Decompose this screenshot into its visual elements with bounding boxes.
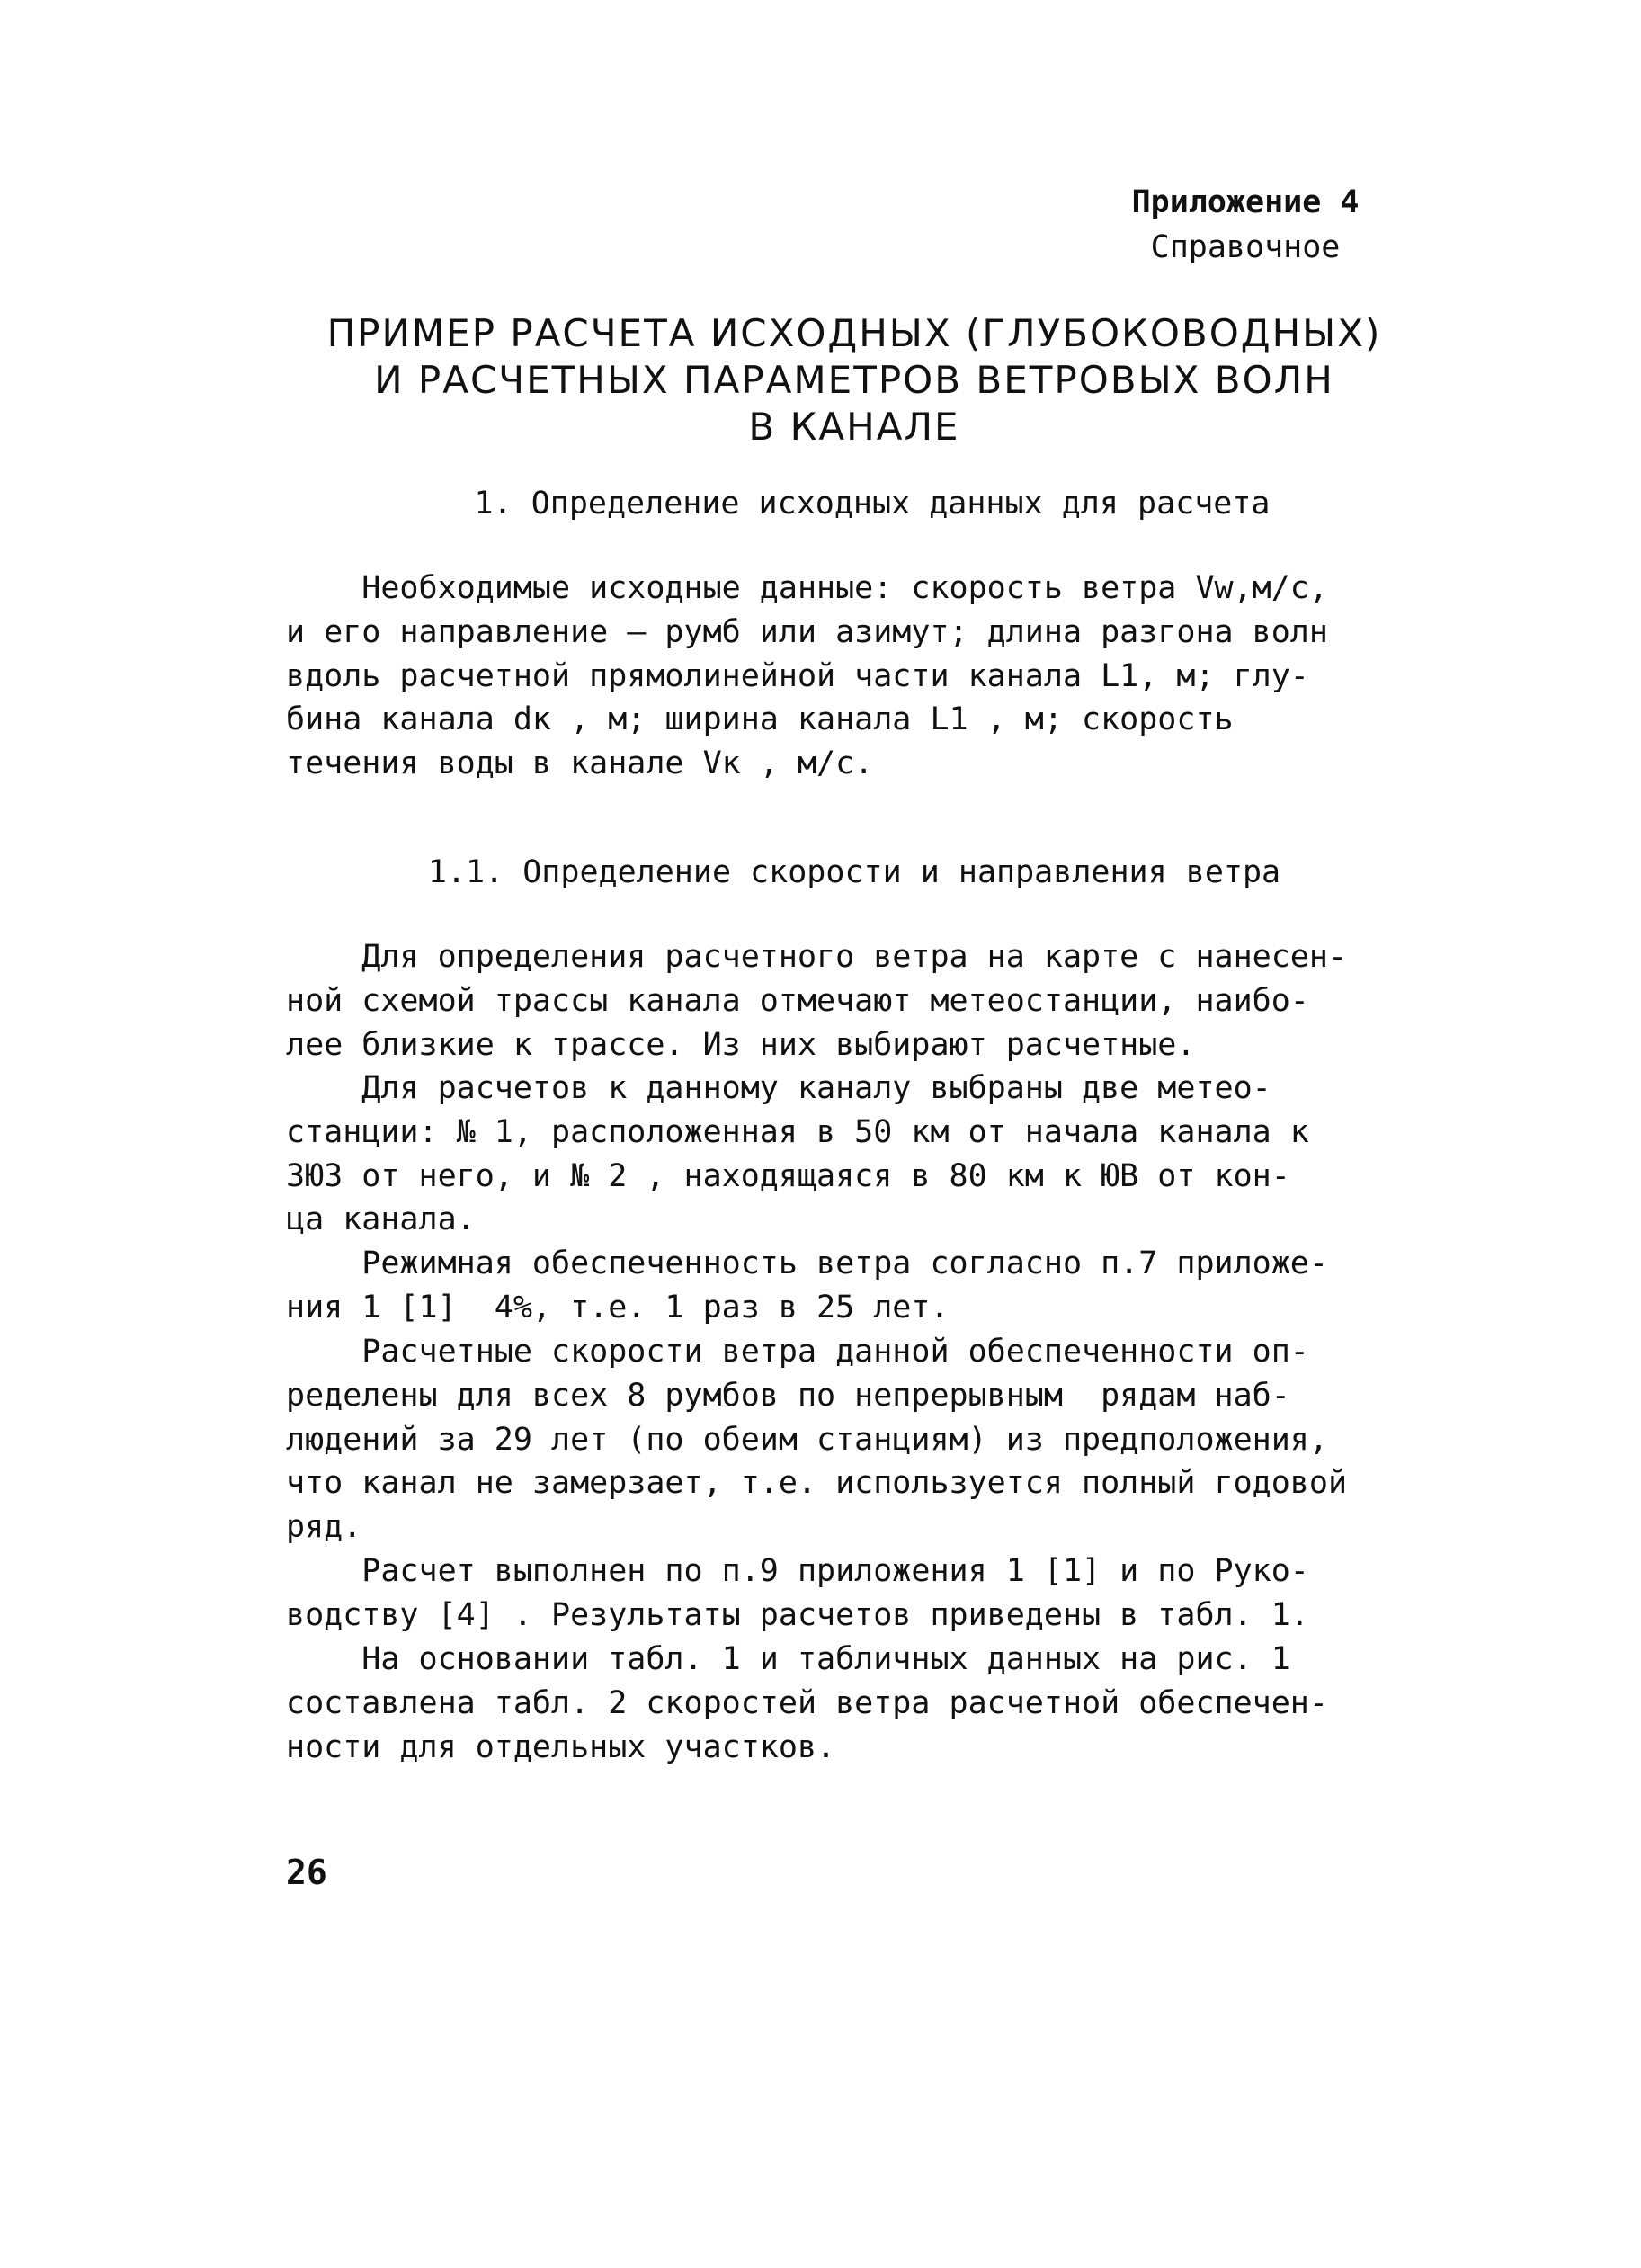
text-line: лее близкие к трассе. Из них выбирают расчетные. [286, 1026, 1196, 1063]
text-line: ной схемой трассы канала отмечают метеостанции, наибо- [286, 982, 1309, 1019]
paragraph-d [286, 1330, 1491, 1549]
document-title [270, 310, 1439, 451]
text-line: На основании табл. 1 и табличных данных на рис. 1 [286, 1641, 1290, 1677]
paragraph-intro [286, 567, 1491, 786]
paragraph-b [286, 1067, 1491, 1242]
paragraph-a [286, 935, 1491, 1067]
page-number: 26 [286, 1853, 327, 1892]
text-line: Режимная обеспеченность ветра согласно п.7 приложе- [286, 1246, 1328, 1281]
text-line: ности для отдельных участков. [286, 1728, 836, 1765]
text-line: ца канала. [286, 1201, 476, 1238]
text-line: станции: № 1, расположенная в 50 км от начала канала к [286, 1113, 1309, 1150]
text-line: бина канала dк , м; ширина канала L1 , м; скорость [286, 701, 1234, 738]
title-line-3: В КАНАЛЕ [748, 405, 960, 449]
text-line: людений за 29 лет (по обеим станциям) из предположения, [286, 1421, 1328, 1458]
text-line: и его направление – румб или азимут; длина разгона волн [286, 613, 1328, 650]
text-line: Расчетные скорости ветра данной обеспеченности оп- [286, 1334, 1309, 1370]
text-line: составлена табл. 2 скоростей ветра расчетной обеспечен- [286, 1684, 1328, 1721]
title-line-2: И РАСЧЕТНЫХ ПАРАМЕТРОВ ВЕТРОВЫХ ВОЛН [374, 358, 1334, 402]
text-line: Расчет выполнен по п.9 приложения 1 [1] и по Руко- [286, 1553, 1309, 1589]
text-line: ряд. [286, 1509, 362, 1546]
text-line: Необходимые исходные данные: скорость ветра Vw,м/с, [286, 570, 1328, 606]
text-line: водству [4] . Результаты расчетов приведены в табл. 1. [286, 1596, 1309, 1633]
text-line: ЗЮЗ от него, и № 2 , находящаяся в 80 км к ЮВ от кон- [286, 1157, 1290, 1194]
text-line: Для расчетов к данному каналу выбраны две метео- [286, 1070, 1271, 1106]
paragraph-e [286, 1549, 1491, 1638]
text-line: ределены для всех 8 румбов по непрерывным рядам наб- [286, 1377, 1290, 1414]
text-line: Для определения расчетного ветра на карте с нанесен- [286, 939, 1348, 975]
appendix-type: Справочное [1150, 229, 1341, 265]
appendix-number: Приложение 4 [1131, 184, 1360, 220]
text-line: ния 1 [1] 4%, т.е. 1 раз в 25 лет. [286, 1289, 950, 1326]
appendix-label [1101, 180, 1389, 270]
text-line: что канал не замерзает, т.е. используется полный годовой [286, 1465, 1348, 1502]
title-line-1: ПРИМЕР РАСЧЕТА ИСХОДНЫХ (ГЛУБОКОВОДНЫХ) [326, 311, 1382, 355]
paragraph-f [286, 1638, 1491, 1769]
text-line: вдоль расчетной прямолинейной части канала L1, м; глу- [286, 657, 1309, 694]
text-line: течения воды в канале Vк , м/с. [286, 746, 874, 782]
section-1-1-heading: 1.1. Определение скорости и направления ветра [427, 854, 1281, 890]
paragraph-c [286, 1242, 1491, 1330]
section-1-heading: 1. Определение исходных данных для расчета [474, 486, 1271, 522]
